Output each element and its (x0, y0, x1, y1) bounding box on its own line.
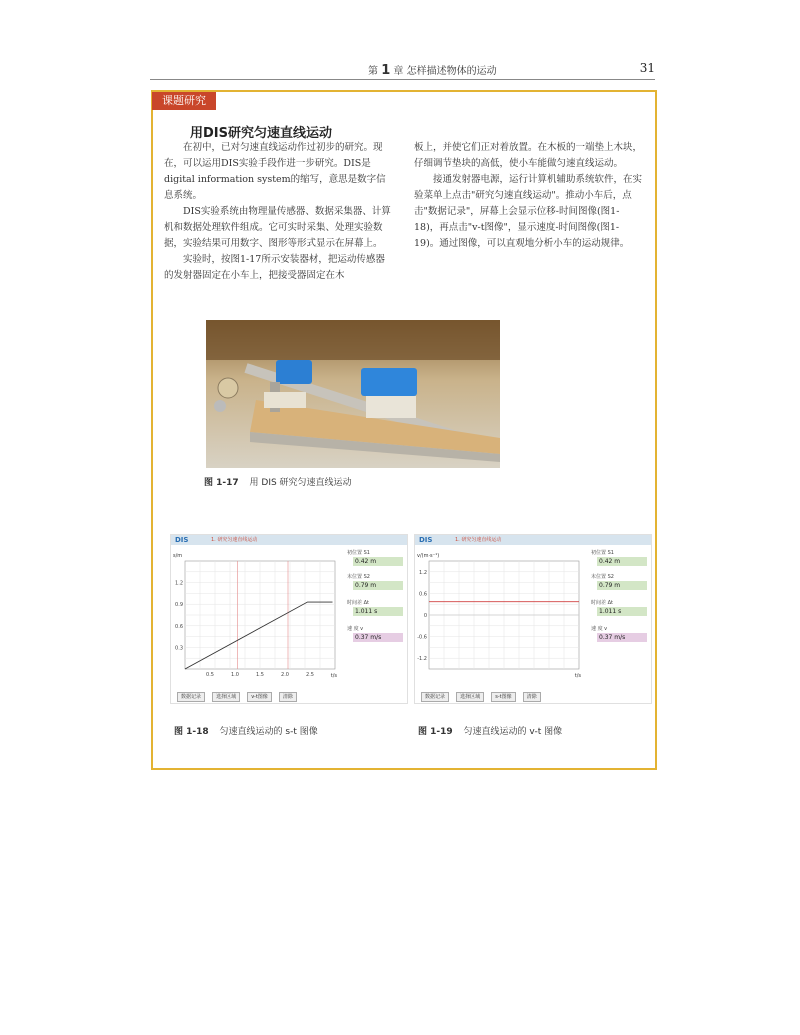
chapter-title: 章 怎样描述物体的运动 (393, 66, 497, 77)
record-data-button[interactable]: 数据记录 (177, 692, 205, 702)
y-tick-label: -1.2 (417, 656, 427, 663)
chapter-number: 1 (381, 63, 391, 78)
dis-logo: DIS (419, 536, 433, 544)
x-tick-label: 2.5 (306, 672, 314, 678)
figure-caption-1-17 (204, 475, 352, 488)
select-region-button[interactable]: 选择区域 (212, 692, 240, 702)
dis-panel-vt (414, 534, 652, 704)
figure-caption-1-18 (174, 724, 318, 737)
article-title: 用DIS研究匀速直线运动 (190, 126, 332, 141)
y-tick-label: -0.6 (417, 634, 427, 641)
figure-caption-text: 用 DIS 研究匀速直线运动 (249, 478, 352, 488)
figure-caption-text: 匀速直线运动的 s-t 图像 (219, 727, 318, 737)
x-tick-label: 1.5 (256, 672, 264, 678)
x-tick-label: 1.0 (231, 672, 239, 678)
header-rule (150, 79, 655, 80)
paragraph: 实验时，按图1-17所示安装器材，把运动传感器的发射器固定在小车上，把接受器固定在木 (164, 254, 385, 281)
record-data-button[interactable]: 数据记录 (421, 692, 449, 702)
chapter-prefix: 第 (368, 66, 378, 77)
figure-number: 图 1-17 (204, 478, 239, 488)
y-axis-label: s/m (173, 553, 183, 559)
dis-panel-st (170, 534, 408, 704)
clear-button[interactable]: 清除 (279, 692, 297, 702)
readout-label: 末位置 S2 (347, 574, 370, 580)
paragraph: 板上，并使它们正对着放置。在木板的一端垫上木块，仔细调节垫块的高低，使小车能做匀速直线运动。 (414, 142, 643, 169)
panel-title: 1. 研究匀速直线运动 (455, 537, 502, 543)
readout-label: 速 度 v (591, 626, 608, 632)
left-column (164, 140, 394, 284)
button-row (421, 683, 543, 702)
receiver-box (361, 368, 417, 396)
st-chart (171, 549, 343, 683)
paragraph: 接通发射器电源，运行计算机辅助系统软件，在实验菜单上点击"研究匀速直线运动"。推动小车后，点击"数据记录"，屏幕上会显示位移-时间图像(图1-18)，再点击"v-t图像"，显示速度-时间图像(图1-19)。通过图像，可以直观地分析小车的运动规律。 (414, 174, 643, 249)
figure-caption-1-19 (418, 724, 562, 737)
y-tick-label: 0.6 (175, 623, 183, 630)
y-axis-label: v/(m·s⁻¹) (417, 553, 440, 559)
readout-label: 末位置 S2 (591, 574, 614, 580)
x-tick-label: 0.5 (206, 672, 214, 678)
figure-number: 图 1-19 (418, 727, 453, 737)
vt-graph-button[interactable]: v-t图像 (247, 692, 272, 702)
section-tag: 课题研究 (152, 92, 216, 110)
readout-label: 时间差 Δt (347, 600, 369, 606)
software-title-bar (171, 535, 407, 545)
x-axis-label: t/s (574, 673, 581, 679)
vt-chart (415, 549, 587, 683)
st-graph-button[interactable]: s-t图像 (491, 692, 515, 702)
y-tick-label: 0.6 (419, 591, 427, 598)
x-tick-label: 2.0 (281, 672, 289, 678)
figure-caption-text: 匀速直线运动的 v-t 图像 (463, 727, 563, 737)
paragraph: 在初中，已对匀速直线运动作过初步的研究。现在，可以运用DIS实验手段作进一步研究。DIS是digital information system的缩写，意思是数字信息系统。 (164, 142, 386, 201)
readout-label: 时间差 Δt (591, 600, 613, 606)
y-tick-label: 1.2 (419, 569, 427, 576)
transmitter-box (276, 360, 312, 384)
readout-label: 初位置 S1 (347, 550, 370, 556)
chapter-heading (368, 62, 497, 78)
select-region-button[interactable]: 选择区域 (456, 692, 484, 702)
button-row (177, 683, 299, 702)
dis-logo: DIS (175, 536, 189, 544)
readout-value: 0.37 m/s (597, 633, 647, 642)
apparatus-photo (206, 320, 500, 468)
readout-label: 速 度 v (347, 626, 364, 632)
panel-title: 1. 研究匀速直线运动 (211, 537, 258, 543)
x-axis-label: t/s (330, 673, 337, 679)
y-tick-label: 0.9 (175, 602, 183, 609)
readout-value: 0.42 m (353, 557, 403, 566)
readout-value: 1.011 s (353, 607, 403, 616)
right-column (414, 140, 644, 252)
figure-number: 图 1-18 (174, 727, 209, 737)
readout-value: 0.37 m/s (353, 633, 403, 642)
apparatus-illustration (206, 320, 500, 468)
page-number: 31 (639, 61, 655, 75)
readout-value: 0.79 m (353, 581, 403, 590)
readout-value: 1.011 s (597, 607, 647, 616)
y-tick-label: 0 (423, 613, 427, 619)
software-title-bar (415, 535, 651, 545)
page-header (150, 62, 655, 78)
y-tick-label: 0.3 (175, 645, 183, 652)
readout-value: 0.42 m (597, 557, 647, 566)
y-tick-label: 1.2 (175, 580, 183, 587)
readout-value: 0.79 m (597, 581, 647, 590)
clear-button[interactable]: 清除 (523, 692, 541, 702)
readout-label: 初位置 S1 (591, 550, 614, 556)
paragraph: DIS实验系统由物理量传感器、数据采集器、计算机和数据处理软件组成。它可实时采集、处理实验数据，实验结果可用数字、图形等形式显示在屏幕上。 (164, 206, 391, 249)
